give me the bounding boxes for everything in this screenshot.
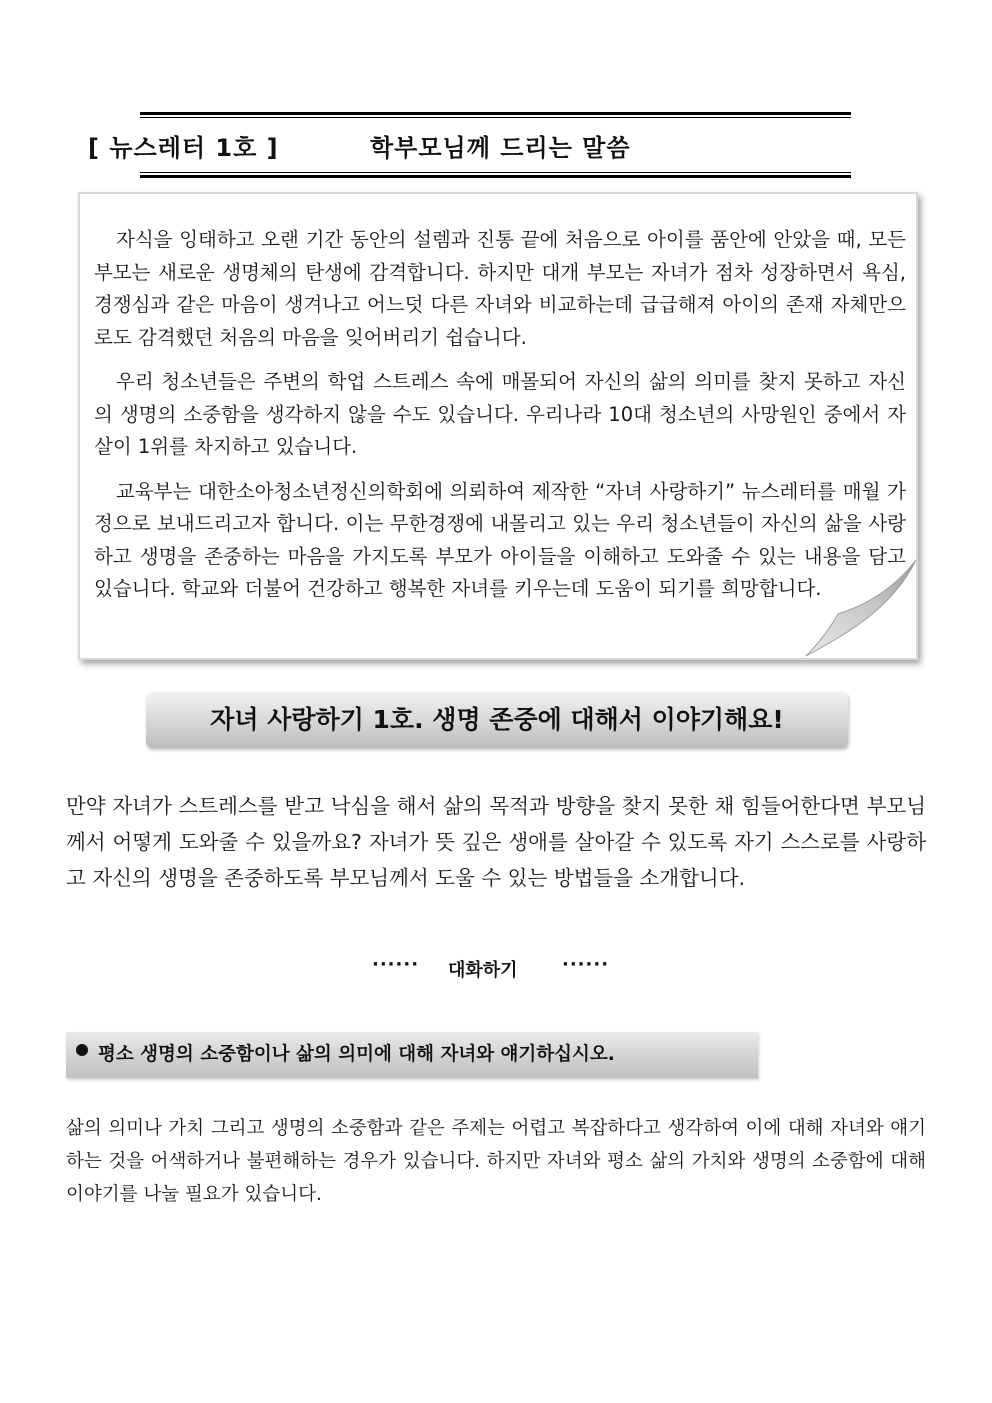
page-title: 학부모님께 드리는 말씀 (370, 134, 631, 162)
section-banner: 자녀 사랑하기 1호. 생명 존중에 대해서 이야기해요! (146, 692, 848, 748)
header-rule-top-thin (140, 117, 851, 118)
header-rule-top-thick (140, 112, 851, 115)
newsletter-header (88, 124, 848, 164)
message-paragraph-2: 우리 청소년들은 주변의 학업 스트레스 속에 매몰되어 자신의 삶의 의미를 찾지 못하고 자신의 생명의 소중함을 생각하지 않을 수도 있습니다. 우리나라 10대 청소년의 사망원인 중에서 자살이 1위를 차지하고 있습니다. (94, 370, 906, 458)
point-heading-bar (66, 1032, 758, 1078)
dots-right: ······ (562, 954, 610, 975)
dialogue-heading (372, 952, 632, 982)
header-rule-bottom-thick (140, 175, 851, 178)
intro-text (66, 788, 926, 896)
body-text (66, 1112, 926, 1211)
message-paragraph-1: 자식을 잉태하고 오랜 기간 동안의 설렘과 진통 끝에 처음으로 아이를 품안에 안았을 때, 모든 부모는 새로운 생명체의 탄생에 감격합니다. 하지만 대개 부모는 자녀가 점차 성장하면서 욕심, 경쟁심과 같은 마음이 생겨나고 어느덧 다른 자녀와 비교하는데 급급해져 아이의 존재 자체만으로도 감격했던 처음의 마음을 잊어버리기 쉽습니다. (94, 228, 906, 349)
message-text (94, 224, 906, 618)
issue-label: [ 뉴스레터 1호 ] (88, 134, 279, 162)
message-paragraph-3: 교육부는 대한소아청소년정신의학회에 의뢰하여 제작한 “자녀 사랑하기” 뉴스레터를 매월 가정으로 보내드리고자 합니다. 이는 무한경쟁에 내몰리고 있는 우리 청소년들이 자신의 삶을 사랑하고 생명을 존중하는 마음을 가지도록 부모가 아이들을 이해하고 도와줄 수 있는 내용을 담고 있습니다. 학교와 더불어 건강하고 행복한 자녀를 키우는데 도움이 되기를 희망합니다. (94, 479, 906, 600)
point-heading-text: 평소 생명의 소중함이나 삶의 의미에 대해 자녀와 얘기하십시오. (98, 1044, 615, 1065)
dots-left: ······ (372, 954, 420, 975)
message-note-box (78, 192, 918, 660)
body-paragraph: 삶의 의미나 가치 그리고 생명의 소중함과 같은 주제는 어렵고 복잡하다고 생각하여 이에 대해 자녀와 얘기하는 것을 어색하거나 불편해하는 경우가 있습니다. 하지만 자녀와 평소 삶의 가치와 생명의 소중함에 대해 이야기를 나눌 필요가 있습니다. (66, 1118, 926, 1205)
dialogue-label: 대화하기 (448, 960, 518, 981)
page-curl-icon (800, 556, 920, 660)
bullet-icon (76, 1044, 88, 1056)
intro-paragraph: 만약 자녀가 스트레스를 받고 낙심을 해서 삶의 목적과 방향을 찾지 못한 채 힘들어한다면 부모님께서 어떻게 도와줄 수 있을까요? 자녀가 뜻 깊은 생애를 살아갈 수 있도록 자기 스스로를 사랑하고 자신의 생명을 존중하도록 부모님께서 도울 수 있는 방법들을 소개합니다. (66, 794, 926, 890)
header-rule-bottom-thin (140, 172, 851, 173)
